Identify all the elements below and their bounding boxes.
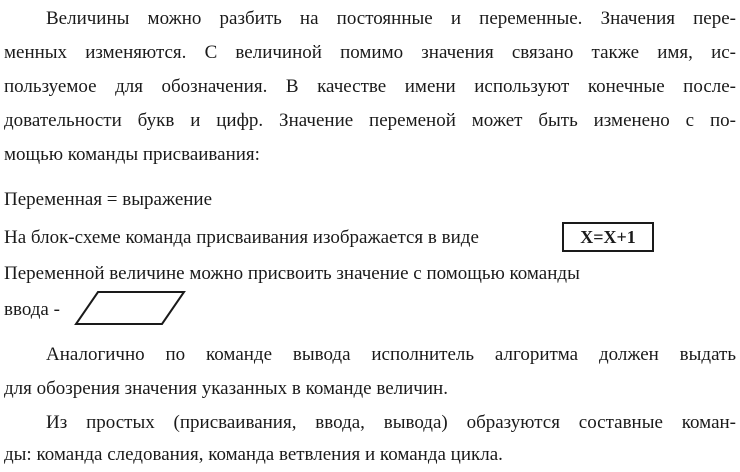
paragraph-2-line-1: Аналогично по команде вывода исполнитель алгоритма должен выдать	[46, 344, 736, 365]
paragraph-1-line-1: Величины можно разбить на постоянные и переменные. Значения пере-	[46, 8, 736, 29]
paragraph-3-line-2: ды: команда следования, команда ветвления и команда цикла.	[4, 444, 503, 465]
input-output-parallelogram-icon	[74, 290, 186, 326]
assignment-formula: Переменная = выражение	[4, 189, 213, 210]
paragraph-3-line-1: Из простых (присваивания, ввода, вывода) образуются составные коман-	[46, 412, 736, 433]
input-line-1: Переменной величине можно присвоить значение с помощью команды	[4, 263, 580, 284]
paragraph-1-line-5: мощью команды присваивания:	[4, 144, 260, 165]
paragraph-2-line-2: для обозрения значения указанных в команде величин.	[4, 378, 448, 399]
assignment-block-box: X=X+1	[562, 222, 654, 252]
paragraph-1-line-4: довательности букв и цифр. Значение переменой может быть изменено с по-	[4, 110, 736, 131]
paragraph-1-line-2: менных изменяются. С величиной помимо значения связано также имя, ис-	[4, 42, 736, 63]
paragraph-1-line-3: пользуемое для обозначения. В качестве имени используют конечные после-	[4, 76, 736, 97]
block-scheme-text: На блок-схеме команда присваивания изображается в виде	[4, 227, 479, 248]
input-line-2: ввода -	[4, 299, 60, 320]
